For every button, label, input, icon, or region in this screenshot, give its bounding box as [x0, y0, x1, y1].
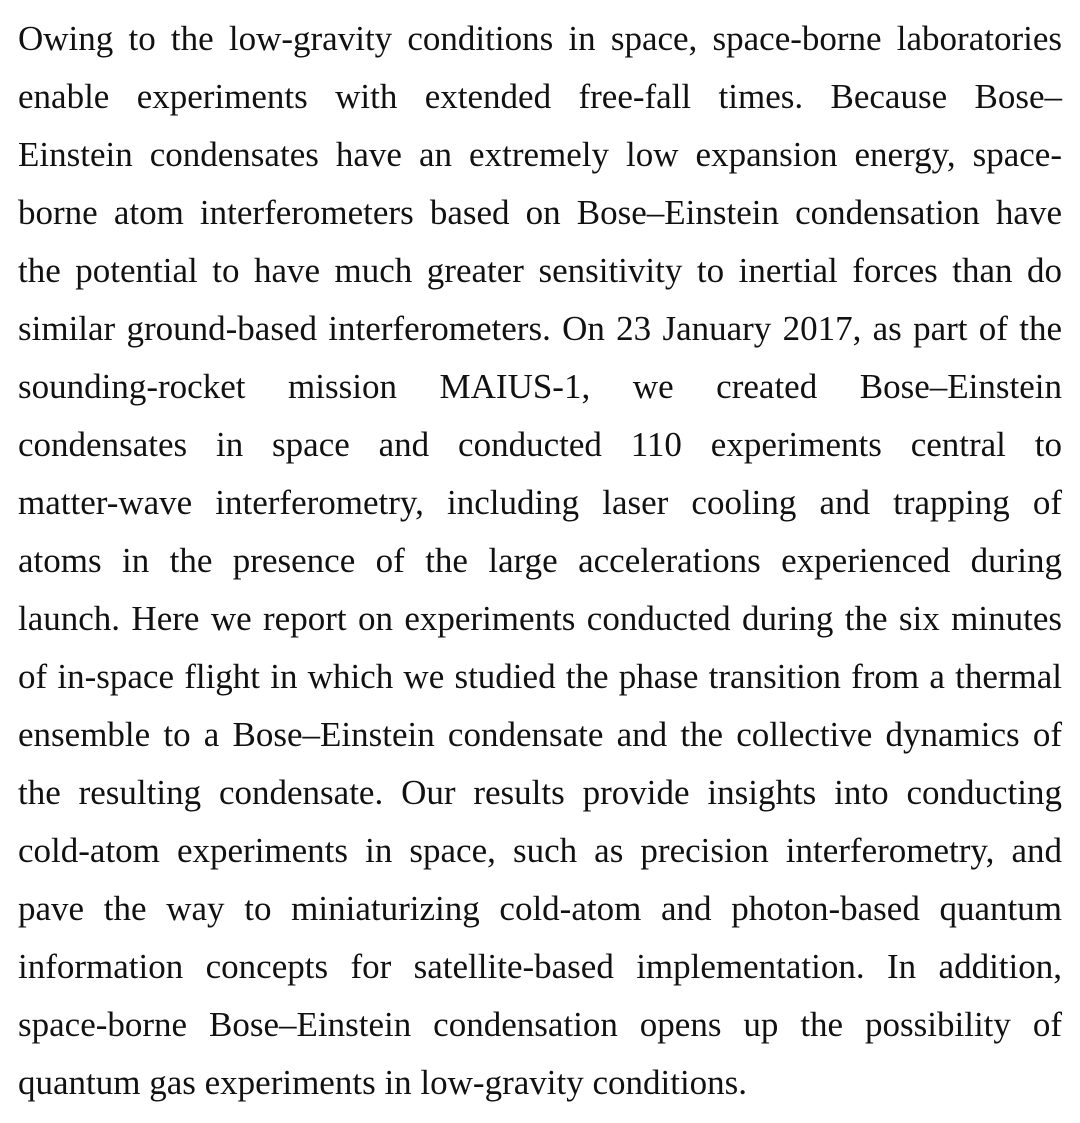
abstract-line: condensates in space and conducted 110 experiments central to [18, 425, 1062, 464]
abstract-line: enable experiments with extended free-fall times. Because Bose– [18, 77, 1062, 116]
abstract-line: borne atom interferometers based on Bose–Einstein condensation have [18, 193, 1062, 232]
abstract-line: quantum gas experiments in low-gravity conditions. [18, 1063, 748, 1102]
abstract-line: space-borne Bose–Einstein condensation opens up the possibility of [18, 1005, 1062, 1044]
abstract-line: launch. Here we report on experiments conducted during the six minutes [18, 599, 1062, 638]
abstract-line: ensemble to a Bose–Einstein condensate and the collective dynamics of [18, 715, 1062, 754]
abstract-line: Einstein condensates have an extremely low expansion energy, space- [18, 135, 1062, 174]
abstract-line: matter-wave interferometry, including laser cooling and trapping of [18, 483, 1062, 522]
abstract-line: the resulting condensate. Our results provide insights into conducting [18, 773, 1062, 812]
abstract-line: atoms in the presence of the large accelerations experienced during [18, 541, 1062, 580]
abstract-line: cold-atom experiments in space, such as precision interferometry, and [18, 831, 1062, 870]
abstract-line: sounding-rocket mission MAIUS-1, we created Bose–Einstein [18, 367, 1062, 406]
abstract-paragraph [18, 10, 1062, 1112]
abstract-line: Owing to the low-gravity conditions in space, space-borne laboratories [18, 19, 1062, 58]
abstract-line: pave the way to miniaturizing cold-atom and photon-based quantum [18, 889, 1062, 928]
abstract-line: similar ground-based interferometers. On 23 January 2017, as part of the [18, 309, 1062, 348]
abstract-line: the potential to have much greater sensitivity to inertial forces than do [18, 251, 1062, 290]
abstract-line: of in-space flight in which we studied the phase transition from a thermal [18, 657, 1062, 696]
abstract-line: information concepts for satellite-based implementation. In addition, [18, 947, 1062, 986]
